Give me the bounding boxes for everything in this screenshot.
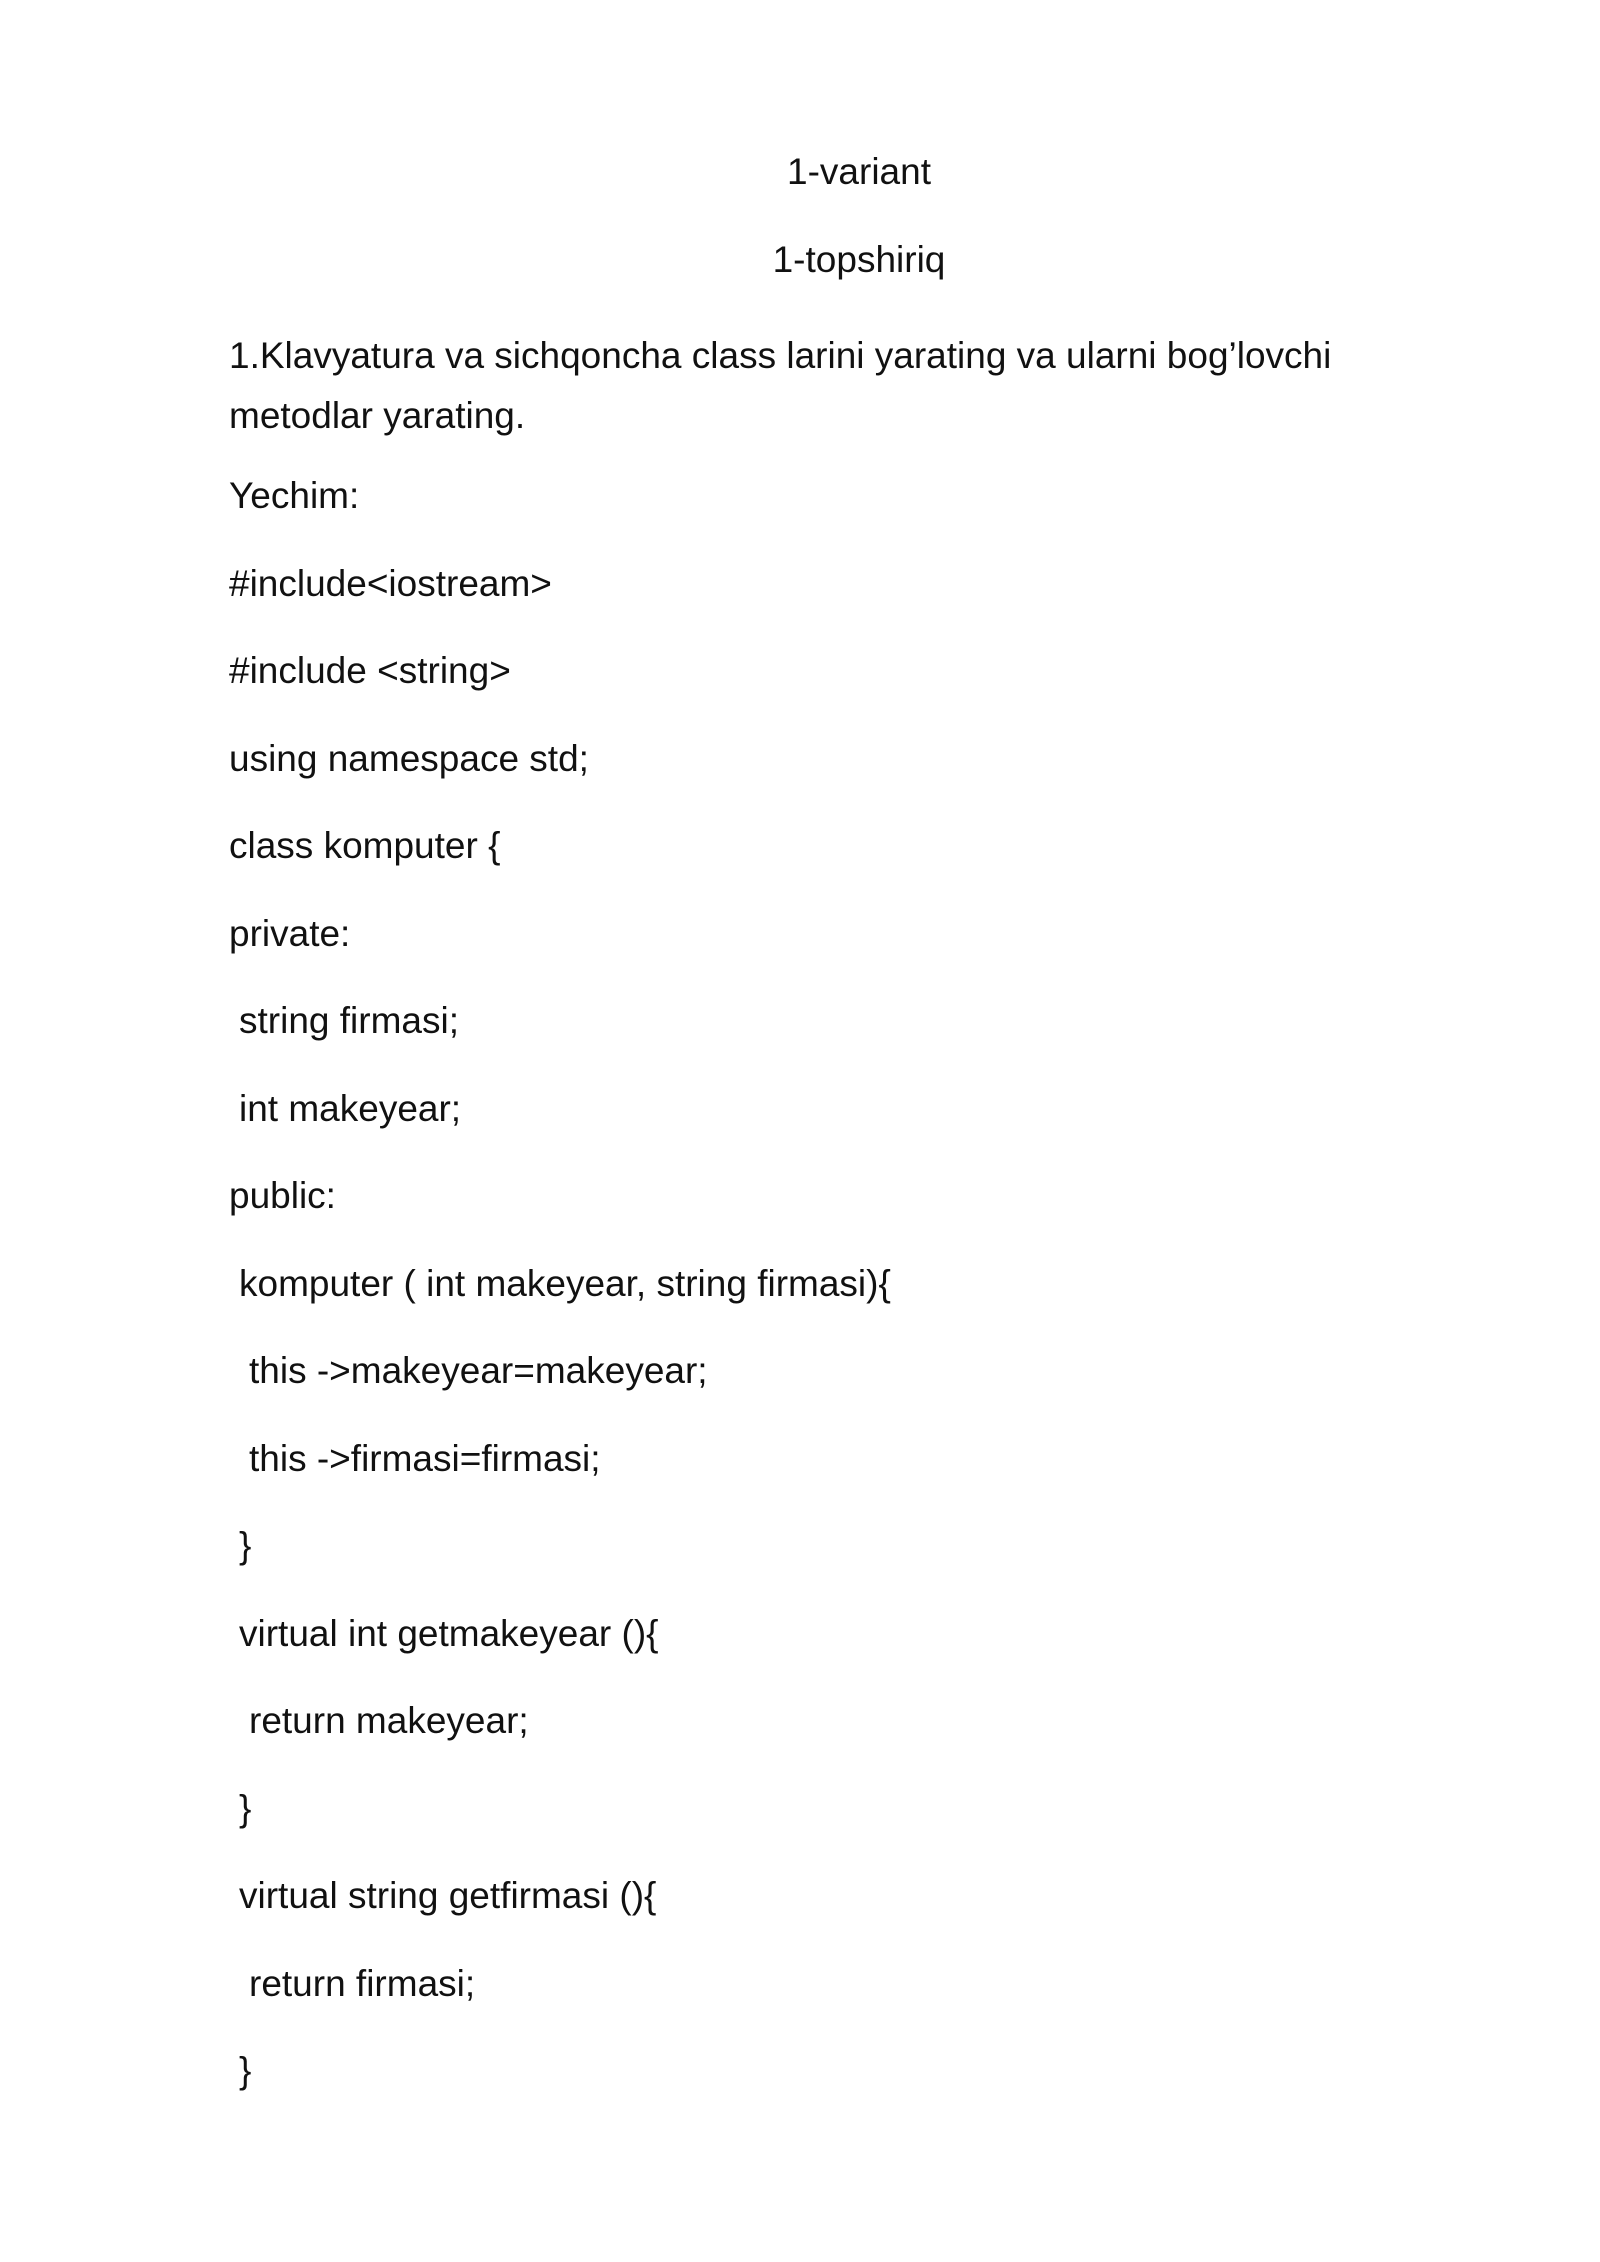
- code-line: int makeyear;: [239, 1087, 462, 1129]
- code-line: string firmasi;: [239, 1000, 459, 1041]
- code-line: using namespace std;: [229, 737, 589, 779]
- code-block: [229, 562, 1409, 2094]
- code-line: public:: [229, 1175, 336, 1216]
- code-line: }: [239, 1787, 252, 1829]
- code-line: virtual string getfirmasi (){: [239, 1875, 657, 1916]
- code-line: #include <string>: [229, 650, 511, 691]
- code-line: #include<iostream>: [229, 562, 552, 604]
- variant-heading: 1-variant: [787, 151, 931, 192]
- code-line: }: [239, 2050, 252, 2091]
- code-line: this ->firmasi=firmasi;: [249, 1437, 601, 1479]
- code-line: return makeyear;: [249, 1700, 529, 1741]
- task-statement: 1.Klavyatura va sichqoncha class larini yarating va ularni bog’lovchi metodlar yarating.: [229, 335, 1332, 436]
- code-line: class komputer {: [229, 825, 501, 866]
- code-line: komputer ( int makeyear, string firmasi){: [239, 1262, 891, 1304]
- code-line: }: [239, 1525, 252, 1566]
- code-line: return firmasi;: [249, 1962, 476, 2004]
- document-content: [229, 150, 1409, 2137]
- task-number-heading: 1-topshiriq: [772, 239, 946, 280]
- code-line: private:: [229, 912, 351, 954]
- code-line: virtual int getmakeyear (){: [239, 1612, 659, 1654]
- solution-label: Yechim:: [229, 475, 360, 516]
- code-line: this ->makeyear=makeyear;: [249, 1350, 708, 1391]
